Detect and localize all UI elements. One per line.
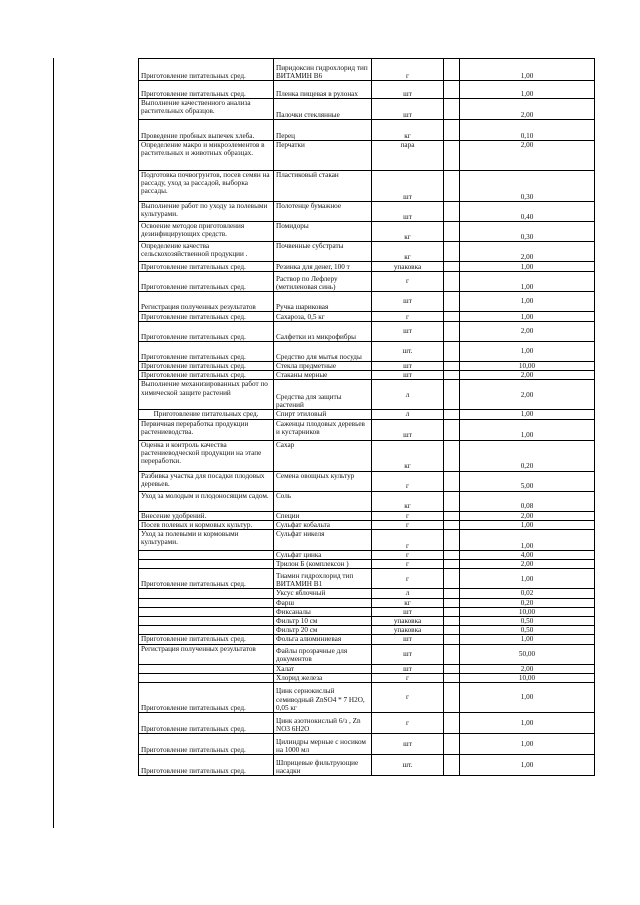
operation-cell: Регистрация полученных результатов bbox=[139, 644, 274, 664]
quantity-cell: 2,00 bbox=[460, 380, 595, 410]
unit-cell: г bbox=[372, 272, 444, 292]
unit-cell: л bbox=[372, 410, 444, 419]
material-name-cell: Резинка для денег, 100 т bbox=[274, 262, 372, 272]
table-row bbox=[139, 617, 595, 626]
table-row bbox=[139, 491, 595, 511]
table-row bbox=[139, 202, 595, 222]
quantity-cell: 2,00 bbox=[460, 664, 595, 673]
quantity-cell: 1,00 bbox=[460, 59, 595, 81]
table-row bbox=[139, 530, 595, 551]
empty-cell bbox=[444, 644, 460, 664]
operation-cell: Приготовление питательных сред. bbox=[139, 322, 274, 342]
empty-cell bbox=[444, 371, 460, 380]
quantity-cell: 0,20 bbox=[460, 598, 595, 607]
unit-cell: г bbox=[372, 673, 444, 682]
quantity-cell: 1,00 bbox=[460, 683, 595, 713]
operation-cell: Приготовление питательных сред. bbox=[139, 81, 274, 99]
material-name-cell: Специи bbox=[274, 511, 372, 520]
empty-cell bbox=[444, 713, 460, 734]
empty-cell bbox=[444, 755, 460, 776]
material-name-cell: Семена овощных культур bbox=[274, 471, 372, 491]
material-name-cell: Трилон Б (комплексон ) bbox=[274, 560, 372, 569]
quantity-cell: 1,00 bbox=[460, 262, 595, 272]
unit-cell: шт bbox=[372, 419, 444, 440]
empty-cell bbox=[444, 120, 460, 141]
operation-cell: Проведение пробных выпечек хлеба. bbox=[139, 120, 274, 141]
empty-cell bbox=[444, 598, 460, 607]
material-name-cell: Помидоры bbox=[274, 222, 372, 242]
unit-cell: кг bbox=[372, 598, 444, 607]
unit-cell: шт bbox=[372, 607, 444, 616]
table-row bbox=[139, 598, 595, 607]
empty-cell bbox=[444, 440, 460, 471]
empty-cell bbox=[444, 292, 460, 312]
quantity-cell: 2,00 bbox=[460, 322, 595, 342]
material-name-cell: Средство для мытья посуды bbox=[274, 342, 372, 362]
empty-cell bbox=[444, 683, 460, 713]
table-row bbox=[139, 560, 595, 569]
material-name-cell: Фильтр 20 см bbox=[274, 626, 372, 635]
table-row bbox=[139, 419, 595, 440]
materials-table bbox=[138, 58, 595, 776]
quantity-cell: 0,50 bbox=[460, 626, 595, 635]
operation-cell: Разбивка участка для посадки плодовых деревьев. bbox=[139, 471, 274, 491]
table-row bbox=[139, 644, 595, 664]
unit-cell: шт bbox=[372, 362, 444, 371]
quantity-cell: 0,20 bbox=[460, 440, 595, 471]
quantity-cell: 0,50 bbox=[460, 617, 595, 626]
table-row bbox=[139, 520, 595, 529]
quantity-cell: 0,10 bbox=[460, 120, 595, 141]
unit-cell: упаковка bbox=[372, 626, 444, 635]
empty-cell bbox=[444, 202, 460, 222]
table-row bbox=[139, 471, 595, 491]
table-row bbox=[139, 673, 595, 682]
material-name-cell: Средства для защиты растений bbox=[274, 380, 372, 410]
quantity-cell: 1,00 bbox=[460, 410, 595, 419]
operation-cell: Приготовление питательных сред. bbox=[139, 635, 274, 644]
table-row bbox=[139, 380, 595, 410]
quantity-cell: 0,40 bbox=[460, 202, 595, 222]
table-row bbox=[139, 635, 595, 644]
quantity-cell: 1,00 bbox=[460, 713, 595, 734]
empty-cell bbox=[444, 471, 460, 491]
table-row bbox=[139, 371, 595, 380]
table-row bbox=[139, 626, 595, 635]
quantity-cell: 1,00 bbox=[460, 734, 595, 755]
unit-cell: шт. bbox=[372, 755, 444, 776]
material-name-cell: Почвенные субстраты bbox=[274, 242, 372, 262]
quantity-cell: 0,08 bbox=[460, 491, 595, 511]
material-name-cell: Салфетки из микрофибры bbox=[274, 322, 372, 342]
operation-cell bbox=[139, 617, 274, 626]
material-name-cell: Пленка пищевая в рулонах bbox=[274, 81, 372, 99]
empty-cell bbox=[444, 530, 460, 551]
empty-cell bbox=[444, 362, 460, 371]
unit-cell: шт bbox=[372, 734, 444, 755]
material-name-cell: Палочки стеклянные bbox=[274, 99, 372, 120]
empty-cell bbox=[444, 673, 460, 682]
operation-cell: Уход за молодым и плодоносящим садом. bbox=[139, 491, 274, 511]
operation-cell: Выполнение работ по уходу за полевыми культурами. bbox=[139, 202, 274, 222]
unit-cell: кг bbox=[372, 491, 444, 511]
unit-cell: кг bbox=[372, 242, 444, 262]
operation-cell: Определение макро и микроэлементов в растительных и животных образцах. bbox=[139, 141, 274, 171]
empty-cell bbox=[444, 617, 460, 626]
table-row bbox=[139, 222, 595, 242]
material-name-cell: Саженцы плодовых деревьев и кустарников bbox=[274, 419, 372, 440]
operation-cell: Регистрация полученных результатов bbox=[139, 292, 274, 312]
material-name-cell: Сахароза, 0,5 кг bbox=[274, 312, 372, 322]
material-name-cell: Раствор по Лефлеру (метиленовая синь) bbox=[274, 272, 372, 292]
quantity-cell: 2,00 bbox=[460, 511, 595, 520]
operation-cell bbox=[139, 664, 274, 673]
material-name-cell: Фильтр 10 см bbox=[274, 617, 372, 626]
empty-cell bbox=[444, 59, 460, 81]
unit-cell: шт bbox=[372, 99, 444, 120]
operation-cell: Приготовление питательных сред. bbox=[139, 59, 274, 81]
empty-cell bbox=[444, 262, 460, 272]
operation-cell: Подготовка почвогрунтов, посев семян на рассаду, уход за рассадой, выборка рассады. bbox=[139, 171, 274, 202]
operation-cell: Приготовление питательных сред. bbox=[139, 262, 274, 272]
material-name-cell: Уксус яблочный bbox=[274, 589, 372, 598]
operation-cell: Приготовление питательных сред. bbox=[139, 755, 274, 776]
material-name-cell: Стекла предметные bbox=[274, 362, 372, 371]
operation-cell: Приготовление питательных сред. bbox=[139, 342, 274, 362]
material-name-cell: Халат bbox=[274, 664, 372, 673]
unit-cell: г bbox=[372, 560, 444, 569]
quantity-cell: 1,00 bbox=[460, 530, 595, 551]
empty-cell bbox=[444, 242, 460, 262]
table-row bbox=[139, 713, 595, 734]
material-name-cell: Перчатки bbox=[274, 141, 372, 171]
table-row bbox=[139, 141, 595, 171]
operation-cell: Первичная переработка продукции растениеводства. bbox=[139, 419, 274, 440]
quantity-cell: 1,00 bbox=[460, 292, 595, 312]
unit-cell: упаковка bbox=[372, 617, 444, 626]
table-row bbox=[139, 99, 595, 120]
operation-cell: Приготовление питательных сред. bbox=[139, 713, 274, 734]
quantity-cell: 1,00 bbox=[460, 312, 595, 322]
material-name-cell: Сульфат цинка bbox=[274, 551, 372, 560]
operation-cell: Посев полевых и кормовых культур. bbox=[139, 520, 274, 529]
table-row bbox=[139, 262, 595, 272]
unit-cell: г bbox=[372, 683, 444, 713]
material-name-cell: Пластиковый стакан bbox=[274, 171, 372, 202]
unit-cell: шт bbox=[372, 202, 444, 222]
material-name-cell: Шприцевые фильтрующие насадки bbox=[274, 755, 372, 776]
empty-cell bbox=[444, 272, 460, 292]
quantity-cell: 0,02 bbox=[460, 589, 595, 598]
empty-cell bbox=[444, 491, 460, 511]
material-name-cell: Сульфат никеля bbox=[274, 530, 372, 551]
operation-cell: Приготовление питательных сред. bbox=[139, 371, 274, 380]
material-name-cell: Фольга алюминиевая bbox=[274, 635, 372, 644]
table-row bbox=[139, 589, 595, 598]
quantity-cell: 2,00 bbox=[460, 99, 595, 120]
quantity-cell: 2,00 bbox=[460, 141, 595, 171]
quantity-cell: 2,00 bbox=[460, 560, 595, 569]
table-row bbox=[139, 607, 595, 616]
empty-cell bbox=[444, 511, 460, 520]
material-name-cell: Фарш bbox=[274, 598, 372, 607]
empty-cell bbox=[444, 141, 460, 171]
unit-cell: шт bbox=[372, 635, 444, 644]
empty-cell bbox=[444, 380, 460, 410]
operation-cell: Приготовление питательных сред. bbox=[139, 410, 274, 419]
unit-cell: г bbox=[372, 312, 444, 322]
operation-cell: Оценка и контроль качества растениеводческой продукции на этапе переработки. bbox=[139, 440, 274, 471]
table-row bbox=[139, 120, 595, 141]
material-name-cell: Стаканы мерные bbox=[274, 371, 372, 380]
quantity-cell: 2,00 bbox=[460, 242, 595, 262]
operation-cell: Выполнение качественного анализа растительных образцов. bbox=[139, 99, 274, 120]
table-row bbox=[139, 683, 595, 713]
material-name-cell: Полотенце бумажное bbox=[274, 202, 372, 222]
table-row bbox=[139, 171, 595, 202]
operation-cell bbox=[139, 551, 274, 560]
operation-cell: Приготовление питательных сред. bbox=[139, 734, 274, 755]
unit-cell: г bbox=[372, 520, 444, 529]
operation-cell: Приготовление питательных сред. bbox=[139, 569, 274, 589]
operation-cell: Приготовление питательных сред. bbox=[139, 272, 274, 292]
empty-cell bbox=[444, 410, 460, 419]
table-row bbox=[139, 569, 595, 589]
empty-cell bbox=[444, 626, 460, 635]
table-row bbox=[139, 511, 595, 520]
empty-cell bbox=[444, 419, 460, 440]
table-row bbox=[139, 410, 595, 419]
operation-cell bbox=[139, 607, 274, 616]
unit-cell: г bbox=[372, 471, 444, 491]
table-row bbox=[139, 342, 595, 362]
quantity-cell: 1,00 bbox=[460, 419, 595, 440]
operation-cell bbox=[139, 589, 274, 598]
page-margin-rule bbox=[53, 58, 54, 828]
operation-cell: Выполнение механизированных работ по химической защите растений bbox=[139, 380, 274, 410]
operation-cell: Освоение методов приготовления дезинфицирующих средств. bbox=[139, 222, 274, 242]
empty-cell bbox=[444, 569, 460, 589]
empty-cell bbox=[444, 81, 460, 99]
quantity-cell: 4,00 bbox=[460, 551, 595, 560]
empty-cell bbox=[444, 171, 460, 202]
quantity-cell: 10,00 bbox=[460, 607, 595, 616]
operation-cell bbox=[139, 598, 274, 607]
unit-cell: пара bbox=[372, 141, 444, 171]
table-row bbox=[139, 551, 595, 560]
empty-cell bbox=[444, 322, 460, 342]
unit-cell: л bbox=[372, 380, 444, 410]
quantity-cell: 1,00 bbox=[460, 635, 595, 644]
unit-cell: шт. bbox=[372, 342, 444, 362]
material-name-cell: Пиридоксин гидрохлорид тип ВИТАМИН В6 bbox=[274, 59, 372, 81]
quantity-cell: 1,00 bbox=[460, 755, 595, 776]
table-row bbox=[139, 734, 595, 755]
unit-cell: шт bbox=[372, 371, 444, 380]
material-name-cell: Ручка шариковая bbox=[274, 292, 372, 312]
table-row bbox=[139, 312, 595, 322]
empty-cell bbox=[444, 635, 460, 644]
unit-cell: шт bbox=[372, 292, 444, 312]
empty-cell bbox=[444, 312, 460, 322]
material-name-cell: Файлы прозрачные для документов bbox=[274, 644, 372, 664]
material-name-cell: Спирт этиловый bbox=[274, 410, 372, 419]
operation-cell: Определение качества сельскохозяйственной продукции . bbox=[139, 242, 274, 262]
unit-cell: шт bbox=[372, 664, 444, 673]
empty-cell bbox=[444, 560, 460, 569]
operation-cell: Приготовление питательных сред. bbox=[139, 312, 274, 322]
operation-cell bbox=[139, 673, 274, 682]
operation-cell: Приготовление питательных сред. bbox=[139, 683, 274, 713]
empty-cell bbox=[444, 734, 460, 755]
empty-cell bbox=[444, 551, 460, 560]
empty-cell bbox=[444, 607, 460, 616]
quantity-cell: 0,30 bbox=[460, 222, 595, 242]
quantity-cell: 1,00 bbox=[460, 272, 595, 292]
unit-cell: кг bbox=[372, 222, 444, 242]
empty-cell bbox=[444, 664, 460, 673]
material-name-cell: Цинк азотнокислый 6/з , Zn NO3 6H2O bbox=[274, 713, 372, 734]
quantity-cell: 1,00 bbox=[460, 569, 595, 589]
quantity-cell: 1,00 bbox=[460, 342, 595, 362]
empty-cell bbox=[444, 342, 460, 362]
unit-cell: г bbox=[372, 511, 444, 520]
empty-cell bbox=[444, 589, 460, 598]
quantity-cell: 10,00 bbox=[460, 362, 595, 371]
material-name-cell: Сахар bbox=[274, 440, 372, 471]
empty-cell bbox=[444, 222, 460, 242]
table-row bbox=[139, 664, 595, 673]
material-name-cell: Тиамин гидрохлорид тип ВИТАМИН В1 bbox=[274, 569, 372, 589]
table-row bbox=[139, 242, 595, 262]
unit-cell: г bbox=[372, 551, 444, 560]
unit-cell: г bbox=[372, 569, 444, 589]
table-row bbox=[139, 362, 595, 371]
operation-cell bbox=[139, 626, 274, 635]
table-row bbox=[139, 440, 595, 471]
unit-cell: шт bbox=[372, 171, 444, 202]
operation-cell bbox=[139, 560, 274, 569]
material-name-cell: Цилиндры мерные с носиком на 1000 мл bbox=[274, 734, 372, 755]
operation-cell: Внесение удобрений. bbox=[139, 511, 274, 520]
unit-cell: л bbox=[372, 589, 444, 598]
unit-cell: шт bbox=[372, 81, 444, 99]
material-name-cell: Соль bbox=[274, 491, 372, 511]
table-row bbox=[139, 322, 595, 342]
quantity-cell: 1,00 bbox=[460, 520, 595, 529]
empty-cell bbox=[444, 520, 460, 529]
unit-cell: кг bbox=[372, 440, 444, 471]
material-name-cell: Перец bbox=[274, 120, 372, 141]
operation-cell: Уход за полевыми и кормовыми культурами. bbox=[139, 530, 274, 551]
unit-cell: шт bbox=[372, 322, 444, 342]
quantity-cell: 50,00 bbox=[460, 644, 595, 664]
material-name-cell: Хлорид железа bbox=[274, 673, 372, 682]
material-name-cell: Сульфат кобальта bbox=[274, 520, 372, 529]
table-row bbox=[139, 292, 595, 312]
quantity-cell: 2,00 bbox=[460, 371, 595, 380]
quantity-cell: 0,30 bbox=[460, 171, 595, 202]
quantity-cell: 5,00 bbox=[460, 471, 595, 491]
unit-cell: кг bbox=[372, 120, 444, 141]
unit-cell: упаковка bbox=[372, 262, 444, 272]
unit-cell: г bbox=[372, 530, 444, 551]
table-row bbox=[139, 755, 595, 776]
material-name-cell: Цинк сернокислый семиводный ZnSO4 * 7 H2O, 0,05 кг bbox=[274, 683, 372, 713]
unit-cell: шт bbox=[372, 644, 444, 664]
quantity-cell: 10,00 bbox=[460, 673, 595, 682]
unit-cell: г bbox=[372, 713, 444, 734]
unit-cell: г bbox=[372, 59, 444, 81]
operation-cell: Приготовление питательных сред. bbox=[139, 362, 274, 371]
table-row bbox=[139, 272, 595, 292]
quantity-cell: 1,00 bbox=[460, 81, 595, 99]
table-row bbox=[139, 59, 595, 81]
table-row bbox=[139, 81, 595, 99]
material-name-cell: Фиксаналы bbox=[274, 607, 372, 616]
empty-cell bbox=[444, 99, 460, 120]
